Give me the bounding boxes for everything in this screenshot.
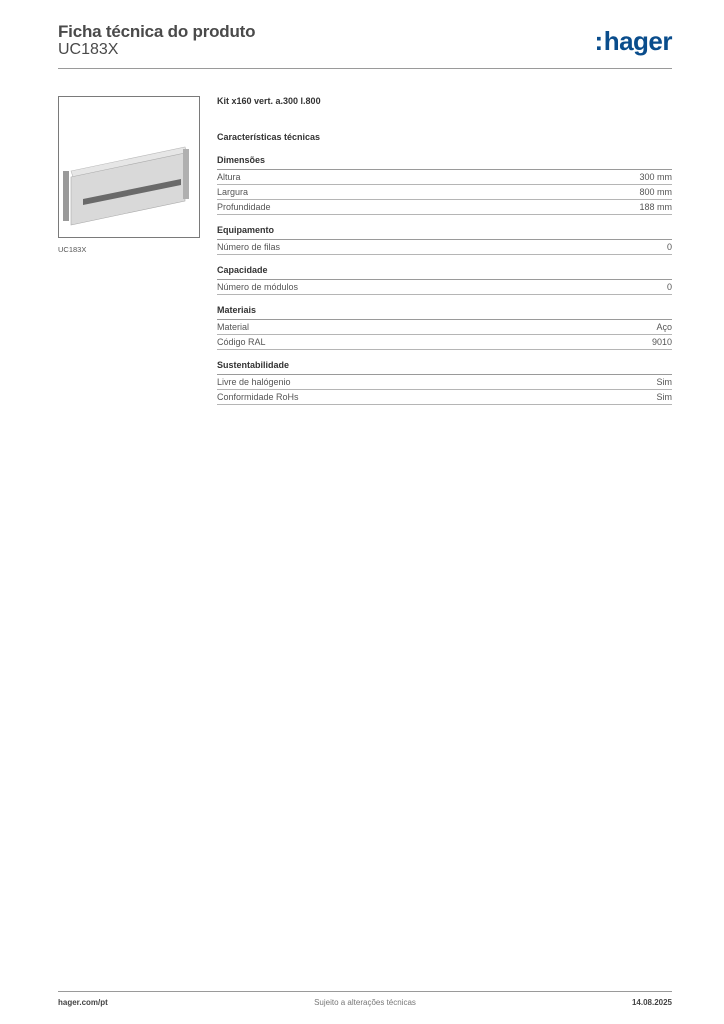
spec-label: Altura <box>217 172 241 182</box>
spec-row <box>217 375 672 390</box>
spec-row <box>217 240 672 255</box>
spec-value: 300 mm <box>639 172 672 182</box>
product-image <box>58 96 200 238</box>
spec-row <box>217 170 672 185</box>
group-title: Sustentabilidade <box>217 360 672 375</box>
spec-row <box>217 280 672 295</box>
group-title: Materiais <box>217 305 672 320</box>
spec-row <box>217 185 672 200</box>
spec-section <box>217 96 672 415</box>
footer-site-link[interactable]: hager.com/pt <box>58 998 108 1007</box>
spec-value: 0 <box>666 282 672 292</box>
group-title: Capacidade <box>217 265 672 280</box>
spec-value: 800 mm <box>639 187 672 197</box>
page-header <box>58 20 672 68</box>
logo-text: hager <box>603 26 672 56</box>
spec-group-materiais <box>217 305 672 350</box>
spec-label: Código RAL <box>217 337 266 347</box>
spec-value: Sim <box>656 377 672 387</box>
section-title: Características técnicas <box>217 132 321 142</box>
hager-logo <box>595 26 672 57</box>
spec-label: Número de filas <box>217 242 281 252</box>
spec-label: Profundidade <box>217 202 271 212</box>
page-title: Ficha técnica do produto <box>58 22 256 41</box>
spec-row <box>217 390 672 405</box>
footer-divider <box>58 991 672 992</box>
logo-dots-icon: : <box>594 26 603 56</box>
footer-date: 14.08.2025 <box>631 998 672 1007</box>
product-code: UC183X <box>58 41 119 58</box>
header-divider <box>58 68 672 69</box>
group-title: Dimensões <box>217 155 672 170</box>
spec-label: Livre de halógenio <box>217 377 291 387</box>
spec-group-capacidade <box>217 265 672 295</box>
spec-row <box>217 335 672 350</box>
spec-label: Material <box>217 322 250 332</box>
product-name: Kit x160 vert. a.300 l.800 <box>217 96 321 106</box>
spec-group-sustentabilidade <box>217 360 672 405</box>
spec-value: 188 mm <box>639 202 672 212</box>
spec-label: Número de módulos <box>217 282 299 292</box>
spec-value: 9010 <box>651 337 672 347</box>
group-title: Equipamento <box>217 225 672 240</box>
image-caption: UC183X <box>58 245 87 254</box>
spec-value: 0 <box>666 242 672 252</box>
footer-note: Sujeito a alterações técnicas <box>314 998 416 1007</box>
spec-value: Sim <box>656 392 672 402</box>
spec-label: Largura <box>217 187 249 197</box>
spec-value: Aço <box>656 322 672 332</box>
spec-row <box>217 200 672 215</box>
spec-row <box>217 320 672 335</box>
spec-label: Conformidade RoHs <box>217 392 299 402</box>
spec-group-equipamento <box>217 225 672 255</box>
panel-illustration-icon <box>59 97 199 237</box>
spec-group-dimensoes <box>217 155 672 215</box>
